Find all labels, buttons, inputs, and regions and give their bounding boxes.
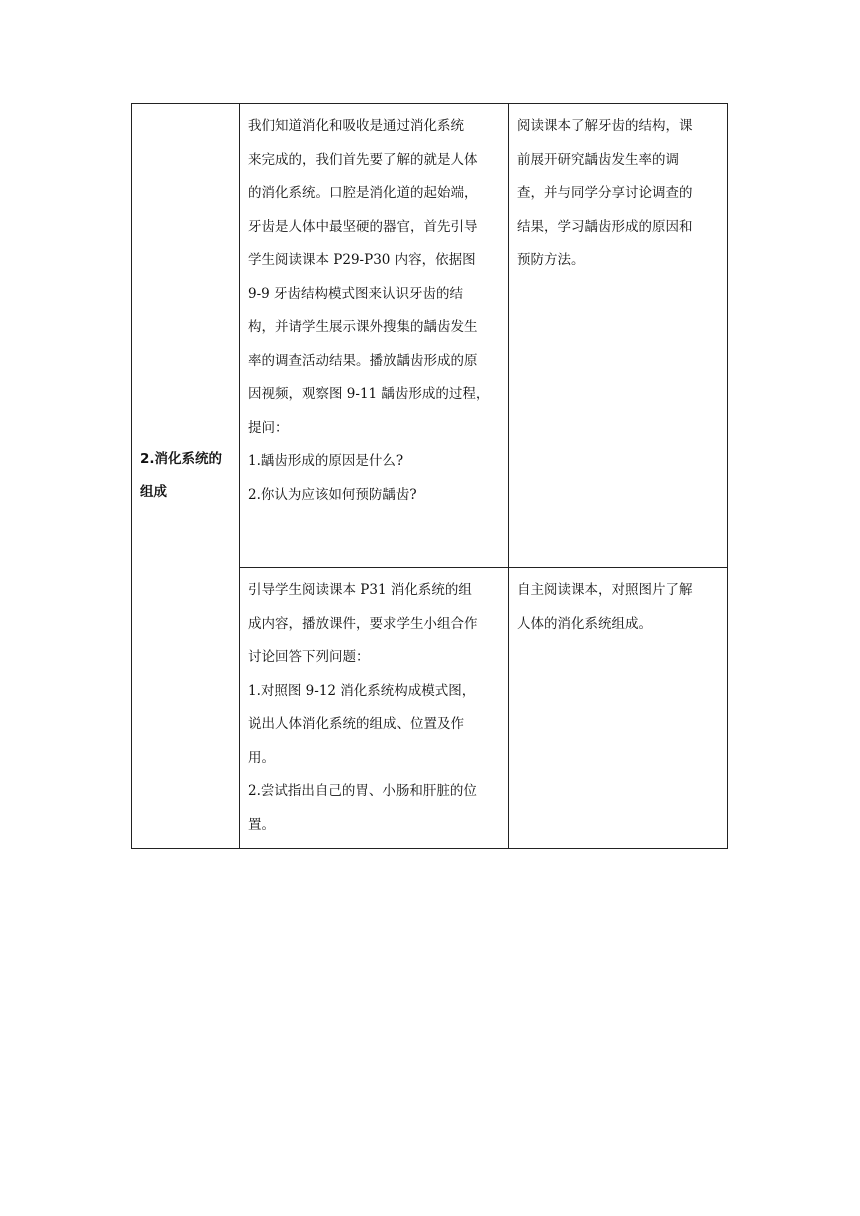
teacher-text-line: 的消化系统。口腔是消化道的起始端，	[248, 185, 478, 201]
student-text-line: 查，并与同学分享讨论调查的	[517, 185, 693, 201]
teacher-activity-cell	[240, 104, 509, 568]
teacher-text-line: 我们知道消化和吸收是通过消化系统	[248, 118, 464, 134]
section-title-line: 2.消化系统的	[140, 450, 223, 467]
student-text-line: 人体的消化系统组成。	[517, 615, 652, 632]
teacher-text-line: 引导学生阅读课本 P31 消化系统的组	[248, 582, 472, 598]
student-text-line: 阅读课本了解牙齿的结构，课	[517, 118, 693, 134]
student-text-line: 前展开研究龋齿发生率的调	[517, 151, 679, 168]
table-row	[132, 104, 728, 568]
teacher-text-line: 因视频，观察图 9-11 龋齿形成的过程，	[248, 386, 490, 402]
student-text-line: 结果，学习龋齿形成的原因和	[517, 218, 693, 235]
teacher-text-line: 学生阅读课本 P29-P30 内容，依据图	[248, 252, 476, 268]
teacher-text-line: 2.你认为应该如何预防龋齿?	[248, 486, 417, 503]
student-text-line: 自主阅读课本，对照图片了解	[517, 582, 693, 598]
student-activity-cell	[509, 568, 728, 849]
section-title-line: 组成	[140, 484, 167, 500]
student-text-line: 预防方法。	[517, 252, 585, 268]
teacher-text-line: 说出人体消化系统的组成、位置及作	[248, 716, 464, 732]
teacher-text-line: 来完成的，我们首先要了解的就是人体	[248, 151, 478, 168]
teacher-text-line: 1.龋齿形成的原因是什么?	[248, 453, 404, 469]
teacher-text-line: 9-9 牙齿结构模式图来认识牙齿的结	[248, 285, 464, 302]
teacher-text-line: 1.对照图 9-12 消化系统构成模式图，	[248, 682, 476, 699]
teacher-text-line: 2.尝试指出自己的胃、小肠和肝脏的位	[248, 783, 477, 799]
teacher-text-line: 提问：	[248, 419, 289, 436]
teacher-text-line: 牙齿是人体中最坚硬的器官，首先引导	[248, 218, 478, 235]
teacher-text-line: 置。	[248, 816, 275, 833]
section-title-cell	[132, 104, 240, 849]
teacher-text-line: 用。	[248, 749, 275, 766]
teacher-activity-cell	[240, 568, 509, 849]
teacher-text-line: 讨论回答下列问题：	[248, 649, 370, 665]
teacher-text-line: 率的调查活动结果。播放龋齿形成的原	[248, 352, 478, 369]
teacher-text-line: 成内容，播放课件，要求学生小组合作	[248, 615, 478, 632]
student-activity-cell	[509, 104, 728, 568]
teacher-text-line: 构，并请学生展示课外搜集的龋齿发生	[248, 319, 478, 335]
lesson-plan-table	[131, 103, 728, 849]
